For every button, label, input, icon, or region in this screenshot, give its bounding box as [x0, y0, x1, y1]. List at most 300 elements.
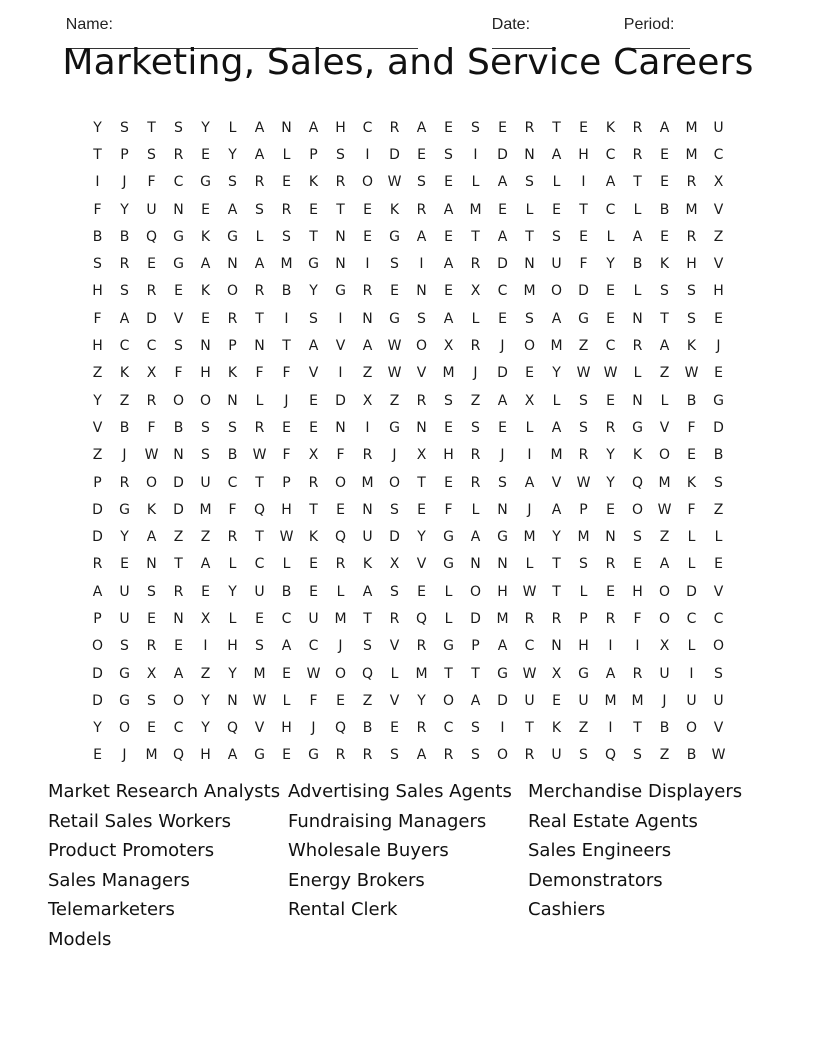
grid-letter[interactable]: W: [522, 583, 537, 600]
grid-letter[interactable]: D: [389, 529, 400, 546]
grid-letter[interactable]: E: [552, 201, 561, 218]
grid-letter[interactable]: H: [578, 638, 589, 655]
grid-letter[interactable]: O: [334, 474, 347, 491]
grid-letter[interactable]: X: [308, 447, 319, 464]
grid-letter[interactable]: Z: [200, 529, 211, 546]
grid-letter[interactable]: Y: [606, 474, 615, 491]
grid-letter[interactable]: C: [605, 338, 616, 355]
grid-letter[interactable]: R: [362, 283, 373, 300]
grid-letter[interactable]: E: [93, 747, 102, 764]
grid-letter[interactable]: T: [309, 228, 318, 245]
grid-letter[interactable]: T: [579, 201, 588, 218]
grid-letter[interactable]: K: [308, 174, 319, 191]
grid-letter[interactable]: Y: [201, 119, 210, 136]
grid-letter[interactable]: S: [390, 501, 399, 518]
grid-letter[interactable]: H: [578, 146, 589, 163]
grid-letter[interactable]: A: [362, 338, 373, 355]
grid-letter[interactable]: K: [659, 256, 670, 273]
grid-letter[interactable]: K: [362, 556, 373, 573]
grid-letter[interactable]: W: [522, 665, 537, 682]
grid-letter[interactable]: T: [444, 665, 453, 682]
grid-letter[interactable]: H: [281, 720, 292, 737]
grid-letter[interactable]: L: [552, 174, 561, 191]
grid-letter[interactable]: U: [200, 474, 211, 491]
grid-letter[interactable]: N: [227, 256, 238, 273]
grid-letter[interactable]: T: [633, 720, 642, 737]
grid-letter[interactable]: S: [201, 419, 210, 436]
grid-letter[interactable]: R: [686, 174, 697, 191]
grid-letter[interactable]: R: [281, 201, 292, 218]
grid-letter[interactable]: G: [389, 310, 400, 327]
grid-letter[interactable]: J: [473, 365, 478, 382]
grid-letter[interactable]: L: [390, 665, 399, 682]
grid-letter[interactable]: F: [579, 256, 588, 273]
grid-letter[interactable]: G: [119, 501, 130, 518]
grid-letter[interactable]: Z: [659, 529, 670, 546]
grid-letter[interactable]: J: [122, 747, 127, 764]
grid-letter[interactable]: Z: [200, 665, 211, 682]
grid-letter[interactable]: Y: [228, 146, 237, 163]
grid-letter[interactable]: S: [471, 747, 480, 764]
grid-letter[interactable]: R: [308, 474, 319, 491]
grid-letter[interactable]: O: [199, 392, 212, 409]
grid-letter[interactable]: K: [146, 501, 157, 518]
grid-letter[interactable]: P: [228, 338, 237, 355]
grid-letter[interactable]: E: [147, 610, 156, 627]
grid-letter[interactable]: N: [470, 556, 481, 573]
grid-letter[interactable]: O: [388, 474, 401, 491]
word-search-grid[interactable]: [84, 114, 732, 769]
grid-letter[interactable]: L: [255, 392, 264, 409]
grid-letter[interactable]: T: [336, 201, 345, 218]
grid-letter[interactable]: N: [146, 556, 157, 573]
grid-letter[interactable]: V: [389, 638, 400, 655]
grid-letter[interactable]: V: [308, 365, 319, 382]
grid-letter[interactable]: L: [714, 529, 723, 546]
grid-letter[interactable]: R: [686, 228, 697, 245]
grid-letter[interactable]: R: [632, 119, 643, 136]
grid-letter[interactable]: D: [173, 474, 184, 491]
grid-letter[interactable]: S: [174, 119, 183, 136]
grid-letter[interactable]: E: [336, 501, 345, 518]
grid-letter[interactable]: O: [658, 583, 671, 600]
grid-letter[interactable]: Y: [228, 583, 237, 600]
grid-letter[interactable]: R: [119, 256, 130, 273]
grid-letter[interactable]: A: [443, 256, 454, 273]
grid-letter[interactable]: E: [282, 419, 291, 436]
grid-letter[interactable]: E: [660, 146, 669, 163]
grid-letter[interactable]: U: [119, 610, 130, 627]
grid-letter[interactable]: S: [417, 174, 426, 191]
grid-letter[interactable]: V: [416, 365, 427, 382]
grid-letter[interactable]: N: [173, 610, 184, 627]
grid-letter[interactable]: L: [444, 583, 453, 600]
grid-letter[interactable]: S: [336, 146, 345, 163]
grid-letter[interactable]: W: [252, 692, 267, 709]
grid-letter[interactable]: T: [255, 310, 264, 327]
grid-letter[interactable]: J: [338, 638, 343, 655]
grid-letter[interactable]: L: [228, 556, 237, 573]
grid-letter[interactable]: D: [497, 256, 508, 273]
grid-letter[interactable]: T: [525, 228, 534, 245]
grid-letter[interactable]: L: [228, 119, 237, 136]
grid-letter[interactable]: A: [308, 338, 319, 355]
grid-letter[interactable]: A: [227, 201, 238, 218]
grid-letter[interactable]: A: [362, 583, 373, 600]
grid-letter[interactable]: S: [390, 747, 399, 764]
grid-letter[interactable]: C: [713, 610, 724, 627]
grid-letter[interactable]: M: [550, 338, 563, 355]
grid-letter[interactable]: X: [551, 665, 562, 682]
grid-letter[interactable]: P: [282, 474, 291, 491]
grid-letter[interactable]: E: [336, 692, 345, 709]
grid-letter[interactable]: Q: [361, 665, 374, 682]
grid-letter[interactable]: L: [471, 501, 480, 518]
grid-letter[interactable]: Q: [226, 720, 239, 737]
grid-letter[interactable]: E: [714, 556, 723, 573]
grid-letter[interactable]: R: [92, 556, 103, 573]
grid-letter[interactable]: E: [417, 146, 426, 163]
grid-letter[interactable]: M: [577, 529, 590, 546]
grid-letter[interactable]: Y: [228, 665, 237, 682]
grid-letter[interactable]: M: [361, 474, 374, 491]
grid-letter[interactable]: N: [335, 256, 346, 273]
grid-letter[interactable]: U: [551, 747, 562, 764]
grid-letter[interactable]: L: [525, 201, 534, 218]
grid-letter[interactable]: Y: [552, 365, 561, 382]
grid-letter[interactable]: S: [660, 283, 669, 300]
grid-letter[interactable]: W: [657, 501, 672, 518]
grid-letter[interactable]: G: [443, 638, 454, 655]
grid-letter[interactable]: F: [309, 692, 318, 709]
grid-letter[interactable]: G: [389, 228, 400, 245]
grid-letter[interactable]: D: [146, 310, 157, 327]
grid-letter[interactable]: F: [687, 419, 696, 436]
grid-letter[interactable]: N: [605, 529, 616, 546]
grid-letter[interactable]: F: [174, 365, 183, 382]
grid-letter[interactable]: S: [687, 310, 696, 327]
grid-letter[interactable]: E: [552, 692, 561, 709]
grid-letter[interactable]: E: [309, 583, 318, 600]
grid-letter[interactable]: S: [390, 256, 399, 273]
grid-letter[interactable]: J: [500, 338, 505, 355]
grid-letter[interactable]: G: [632, 419, 643, 436]
grid-letter[interactable]: R: [389, 119, 400, 136]
grid-letter[interactable]: O: [91, 638, 104, 655]
grid-letter[interactable]: R: [416, 392, 427, 409]
grid-letter[interactable]: U: [551, 256, 562, 273]
grid-letter[interactable]: E: [201, 146, 210, 163]
grid-letter[interactable]: Q: [604, 747, 617, 764]
grid-letter[interactable]: E: [444, 174, 453, 191]
grid-letter[interactable]: M: [469, 201, 482, 218]
grid-letter[interactable]: S: [390, 583, 399, 600]
grid-letter[interactable]: A: [551, 310, 562, 327]
grid-letter[interactable]: R: [362, 747, 373, 764]
grid-letter[interactable]: B: [632, 256, 643, 273]
grid-letter[interactable]: C: [173, 720, 184, 737]
grid-letter[interactable]: G: [578, 665, 589, 682]
grid-letter[interactable]: S: [498, 474, 507, 491]
grid-letter[interactable]: M: [685, 146, 698, 163]
grid-letter[interactable]: S: [147, 692, 156, 709]
grid-letter[interactable]: G: [173, 228, 184, 245]
grid-letter[interactable]: S: [174, 338, 183, 355]
grid-letter[interactable]: D: [686, 583, 697, 600]
grid-letter[interactable]: K: [632, 447, 643, 464]
grid-letter[interactable]: E: [444, 283, 453, 300]
grid-letter[interactable]: G: [254, 747, 265, 764]
grid-letter[interactable]: D: [92, 501, 103, 518]
grid-letter[interactable]: D: [92, 665, 103, 682]
grid-letter[interactable]: E: [282, 174, 291, 191]
grid-letter[interactable]: J: [662, 692, 667, 709]
grid-letter[interactable]: D: [470, 610, 481, 627]
grid-letter[interactable]: T: [255, 474, 264, 491]
grid-letter[interactable]: S: [120, 283, 129, 300]
grid-letter[interactable]: V: [713, 720, 724, 737]
grid-letter[interactable]: N: [362, 501, 373, 518]
grid-letter[interactable]: O: [658, 447, 671, 464]
grid-letter[interactable]: U: [713, 119, 724, 136]
grid-letter[interactable]: N: [281, 119, 292, 136]
grid-letter[interactable]: T: [282, 338, 291, 355]
grid-letter[interactable]: D: [173, 501, 184, 518]
grid-letter[interactable]: U: [524, 692, 535, 709]
grid-letter[interactable]: D: [92, 529, 103, 546]
grid-letter[interactable]: L: [633, 201, 642, 218]
grid-letter[interactable]: O: [442, 692, 455, 709]
grid-letter[interactable]: G: [173, 256, 184, 273]
grid-letter[interactable]: L: [282, 692, 291, 709]
grid-letter[interactable]: E: [579, 119, 588, 136]
grid-letter[interactable]: E: [714, 365, 723, 382]
grid-letter[interactable]: J: [392, 447, 397, 464]
grid-letter[interactable]: O: [496, 747, 509, 764]
grid-letter[interactable]: R: [605, 419, 616, 436]
grid-letter[interactable]: E: [390, 283, 399, 300]
grid-letter[interactable]: A: [416, 119, 427, 136]
grid-letter[interactable]: S: [633, 529, 642, 546]
grid-letter[interactable]: H: [200, 365, 211, 382]
grid-letter[interactable]: E: [606, 501, 615, 518]
grid-letter[interactable]: Q: [145, 228, 158, 245]
grid-letter[interactable]: E: [417, 501, 426, 518]
grid-letter[interactable]: H: [92, 283, 103, 300]
grid-letter[interactable]: V: [713, 256, 724, 273]
grid-letter[interactable]: M: [523, 283, 536, 300]
grid-letter[interactable]: X: [443, 338, 454, 355]
grid-letter[interactable]: K: [119, 365, 130, 382]
grid-letter[interactable]: A: [497, 228, 508, 245]
grid-letter[interactable]: A: [416, 747, 427, 764]
grid-letter[interactable]: D: [713, 419, 724, 436]
grid-letter[interactable]: G: [335, 283, 346, 300]
grid-letter[interactable]: O: [118, 720, 131, 737]
grid-letter[interactable]: R: [632, 146, 643, 163]
grid-letter[interactable]: Y: [606, 447, 615, 464]
grid-letter[interactable]: S: [579, 392, 588, 409]
grid-letter[interactable]: A: [470, 692, 481, 709]
grid-letter[interactable]: V: [713, 201, 724, 218]
grid-letter[interactable]: Q: [172, 747, 185, 764]
grid-letter[interactable]: N: [254, 338, 265, 355]
grid-letter[interactable]: Q: [253, 501, 266, 518]
grid-letter[interactable]: A: [173, 665, 184, 682]
grid-letter[interactable]: S: [552, 228, 561, 245]
grid-letter[interactable]: E: [282, 665, 291, 682]
grid-letter[interactable]: A: [443, 201, 454, 218]
grid-letter[interactable]: S: [471, 419, 480, 436]
grid-letter[interactable]: P: [471, 638, 480, 655]
grid-letter[interactable]: T: [552, 119, 561, 136]
grid-letter[interactable]: V: [551, 474, 562, 491]
grid-letter[interactable]: S: [471, 119, 480, 136]
grid-letter[interactable]: S: [579, 419, 588, 436]
grid-letter[interactable]: G: [308, 256, 319, 273]
grid-letter[interactable]: B: [281, 583, 292, 600]
grid-letter[interactable]: E: [579, 228, 588, 245]
grid-letter[interactable]: A: [470, 529, 481, 546]
grid-letter[interactable]: R: [578, 447, 589, 464]
grid-letter[interactable]: X: [146, 665, 157, 682]
grid-letter[interactable]: A: [416, 228, 427, 245]
grid-letter[interactable]: T: [255, 529, 264, 546]
grid-letter[interactable]: B: [119, 228, 130, 245]
grid-letter[interactable]: R: [389, 610, 400, 627]
grid-letter[interactable]: I: [95, 174, 100, 191]
grid-letter[interactable]: F: [93, 310, 102, 327]
grid-letter[interactable]: E: [525, 365, 534, 382]
grid-letter[interactable]: S: [255, 201, 264, 218]
grid-letter[interactable]: E: [120, 556, 129, 573]
grid-letter[interactable]: M: [415, 665, 428, 682]
grid-letter[interactable]: O: [523, 338, 536, 355]
grid-letter[interactable]: O: [658, 610, 671, 627]
grid-letter[interactable]: G: [497, 665, 508, 682]
grid-letter[interactable]: E: [444, 419, 453, 436]
grid-letter[interactable]: S: [444, 146, 453, 163]
grid-letter[interactable]: K: [308, 529, 319, 546]
grid-letter[interactable]: I: [608, 638, 613, 655]
grid-letter[interactable]: L: [579, 583, 588, 600]
grid-letter[interactable]: R: [146, 638, 157, 655]
grid-letter[interactable]: E: [363, 201, 372, 218]
grid-letter[interactable]: W: [387, 338, 402, 355]
grid-letter[interactable]: M: [280, 256, 293, 273]
grid-letter[interactable]: A: [146, 529, 157, 546]
grid-letter[interactable]: L: [525, 419, 534, 436]
grid-letter[interactable]: I: [608, 720, 613, 737]
grid-letter[interactable]: R: [470, 447, 481, 464]
grid-letter[interactable]: K: [686, 338, 697, 355]
grid-letter[interactable]: E: [444, 474, 453, 491]
grid-letter[interactable]: I: [338, 365, 343, 382]
grid-letter[interactable]: S: [714, 474, 723, 491]
grid-letter[interactable]: S: [228, 174, 237, 191]
grid-letter[interactable]: V: [335, 338, 346, 355]
grid-letter[interactable]: H: [686, 256, 697, 273]
grid-letter[interactable]: Y: [120, 201, 129, 218]
grid-letter[interactable]: A: [605, 174, 616, 191]
grid-letter[interactable]: D: [497, 146, 508, 163]
grid-letter[interactable]: E: [444, 228, 453, 245]
grid-letter[interactable]: U: [659, 665, 670, 682]
grid-letter[interactable]: S: [579, 556, 588, 573]
grid-letter[interactable]: W: [387, 174, 402, 191]
grid-letter[interactable]: J: [500, 447, 505, 464]
grid-letter[interactable]: I: [473, 146, 478, 163]
grid-letter[interactable]: R: [551, 610, 562, 627]
grid-letter[interactable]: C: [281, 610, 292, 627]
grid-letter[interactable]: Y: [201, 720, 210, 737]
grid-letter[interactable]: C: [443, 720, 454, 737]
grid-letter[interactable]: A: [551, 501, 562, 518]
grid-letter[interactable]: L: [336, 583, 345, 600]
grid-letter[interactable]: D: [92, 692, 103, 709]
grid-letter[interactable]: T: [174, 556, 183, 573]
grid-letter[interactable]: A: [632, 228, 643, 245]
grid-letter[interactable]: R: [173, 146, 184, 163]
grid-letter[interactable]: H: [200, 747, 211, 764]
grid-letter[interactable]: R: [416, 720, 427, 737]
grid-letter[interactable]: R: [254, 174, 265, 191]
grid-letter[interactable]: Q: [334, 529, 347, 546]
grid-letter[interactable]: B: [281, 283, 292, 300]
grid-letter[interactable]: W: [603, 365, 618, 382]
grid-letter[interactable]: H: [632, 583, 643, 600]
grid-letter[interactable]: N: [497, 556, 508, 573]
grid-letter[interactable]: W: [576, 365, 591, 382]
grid-letter[interactable]: X: [389, 556, 400, 573]
grid-letter[interactable]: Z: [470, 392, 481, 409]
grid-letter[interactable]: M: [199, 501, 212, 518]
grid-letter[interactable]: Y: [201, 692, 210, 709]
grid-letter[interactable]: A: [308, 119, 319, 136]
grid-letter[interactable]: E: [498, 201, 507, 218]
grid-letter[interactable]: C: [119, 338, 130, 355]
grid-letter[interactable]: S: [633, 747, 642, 764]
grid-letter[interactable]: I: [635, 638, 640, 655]
grid-letter[interactable]: E: [255, 610, 264, 627]
grid-letter[interactable]: M: [685, 201, 698, 218]
grid-letter[interactable]: S: [282, 228, 291, 245]
grid-letter[interactable]: N: [335, 419, 346, 436]
grid-letter[interactable]: L: [633, 365, 642, 382]
grid-letter[interactable]: N: [551, 638, 562, 655]
grid-letter[interactable]: E: [633, 556, 642, 573]
grid-letter[interactable]: R: [632, 338, 643, 355]
grid-letter[interactable]: T: [633, 174, 642, 191]
grid-letter[interactable]: B: [362, 720, 373, 737]
grid-letter[interactable]: I: [581, 174, 586, 191]
grid-letter[interactable]: A: [497, 638, 508, 655]
grid-letter[interactable]: N: [524, 146, 535, 163]
grid-letter[interactable]: Z: [362, 365, 373, 382]
grid-letter[interactable]: R: [362, 447, 373, 464]
grid-letter[interactable]: M: [334, 610, 347, 627]
grid-letter[interactable]: Y: [309, 283, 318, 300]
grid-letter[interactable]: A: [443, 310, 454, 327]
grid-letter[interactable]: L: [282, 146, 291, 163]
grid-letter[interactable]: R: [335, 747, 346, 764]
grid-letter[interactable]: X: [524, 392, 535, 409]
grid-letter[interactable]: P: [579, 501, 588, 518]
grid-letter[interactable]: E: [498, 310, 507, 327]
grid-letter[interactable]: Y: [417, 529, 426, 546]
grid-letter[interactable]: U: [362, 529, 373, 546]
grid-letter[interactable]: I: [365, 256, 370, 273]
